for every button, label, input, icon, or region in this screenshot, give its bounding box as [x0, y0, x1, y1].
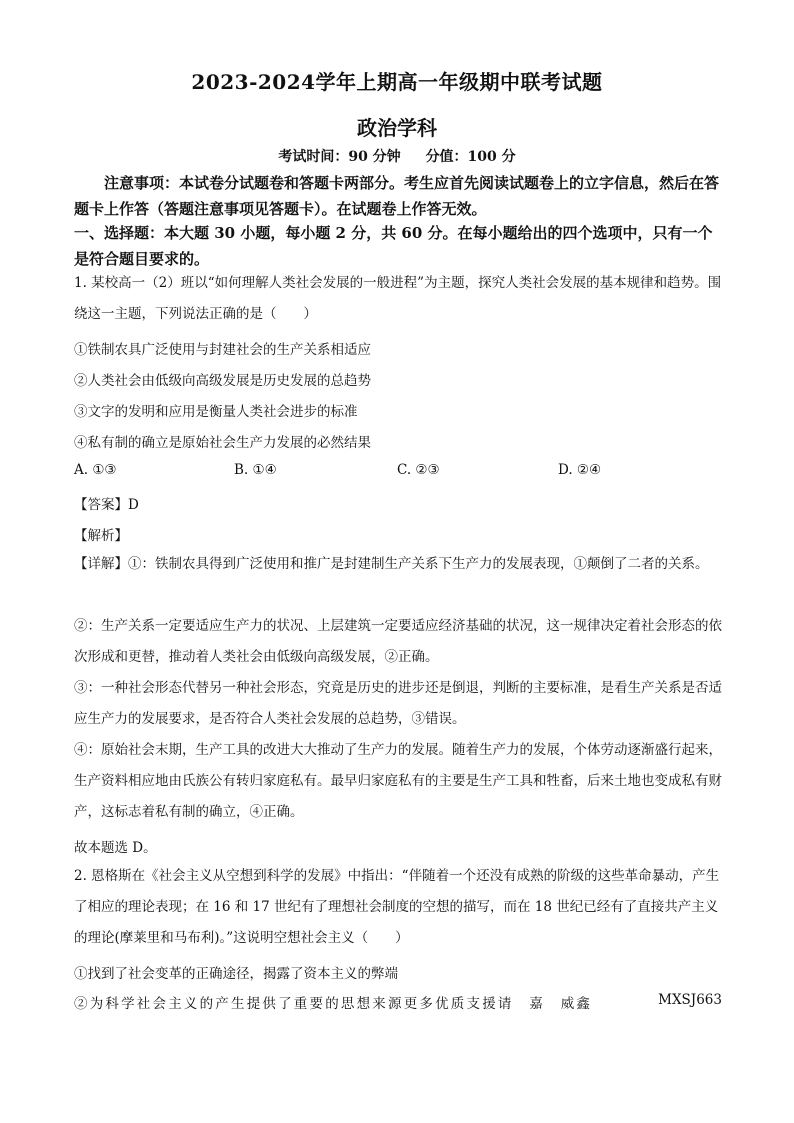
- exam-score: 分值：100 分: [425, 149, 516, 165]
- q1-stem: 1. 某校高一（2）班以“如何理解人类社会发展的一般进程”为主题，探究人类社会发展的基本规律和趋势。围绕这一主题，下列说法正确的是（ ）: [74, 275, 722, 322]
- q1-option-b: B. ①④: [234, 462, 277, 478]
- q1-detail-1: 【详解】①：铁制农具得到广泛使用和推广是封建制生产关系下生产力的发展表现，①颠倒了二者的关系。: [74, 556, 709, 572]
- q1-item-1: ①铁制农具广泛使用与封建社会的生产关系相适应: [74, 342, 371, 358]
- q1-detail-4: ④：原始社会末期，生产工具的改进大大推动了生产力的发展。随着生产力的发展，个体劳动逐渐盛行起来，生产资料相应地由氏族公有转归家庭私有。最早归家庭私有的主要是生产工具和牲畜，后来土地也变成私有财产，这标志着私有制的确立，④正确。: [74, 742, 722, 820]
- q1-conclusion: 故本题选 D。: [74, 840, 157, 856]
- q1-analysis-label: 【解析】: [74, 528, 128, 544]
- exam-title: 2023-2024学年上期高一年级期中联考试题: [191, 70, 603, 94]
- section-heading: 一、选择题：本大题 30 小题，每小题 2 分，共 60 分。在每小题给出的四个选项中，只有一个是符合题目要求的。: [74, 224, 713, 268]
- q1-item-4: ④私有制的确立是原始社会生产力发展的必然结果: [74, 435, 371, 451]
- q1-option-c: C. ②③: [397, 462, 440, 478]
- q1-option-a: A. ①③: [74, 462, 117, 478]
- q2-item-1: ①找到了社会变革的正确途径，揭露了资本主义的弊端: [74, 966, 398, 982]
- doc-code: MXSJ663: [658, 992, 722, 1008]
- q1-item-2: ②人类社会由低级向高级发展是历史发展的总趋势: [74, 373, 371, 389]
- exam-time: 考试时间：90 分钟: [278, 149, 401, 165]
- notice-text: 注意事项：本试卷分试题卷和答题卡两部分。考生应首先阅读试题卷上的立字信息，然后在答题卡上作答（答题注意事项见答题卡）。在试题卷上作答无效。: [74, 174, 720, 218]
- q1-answer: 【答案】D: [74, 497, 139, 513]
- q2-stem: 2. 恩格斯在《社会主义从空想到科学的发展》中指出：“伴随着一个还没有成熟的阶级的这些革命暴动，产生了相应的理论表现；在 16 和 17 世纪有了理想社会制度的空想的描写，而在 18 世纪已经有了直接共产主义的理论(摩莱里和马布利)。”这说明空想社会主义（ ）: [74, 868, 720, 946]
- q1-item-3: ③文字的发明和应用是衡量人类社会进步的标准: [74, 404, 358, 420]
- exam-meta: [0, 146, 794, 166]
- q1-detail-3: ③：一种社会形态代替另一种社会形态，究竟是历史的进步还是倒退，判断的主要标准，是看生产关系是否适应生产力的发展要求，是否符合人类社会发展的总趋势，③错误。: [74, 680, 722, 727]
- q1-detail-2: ②：生产关系一定要适应生产力的状况、上层建筑一定要适应经济基础的状况，这一规律决定着社会形态的依次形成和更替，推动着人类社会由低级向高级发展，②正确。: [74, 618, 722, 665]
- q2-item-2: ②为科学社会主义的产生提供了重要的思想来源更多优质支援请 嘉 威鑫: [74, 996, 593, 1012]
- exam-subject: 政治学科: [357, 116, 437, 140]
- q1-option-d: D. ②④: [558, 462, 602, 478]
